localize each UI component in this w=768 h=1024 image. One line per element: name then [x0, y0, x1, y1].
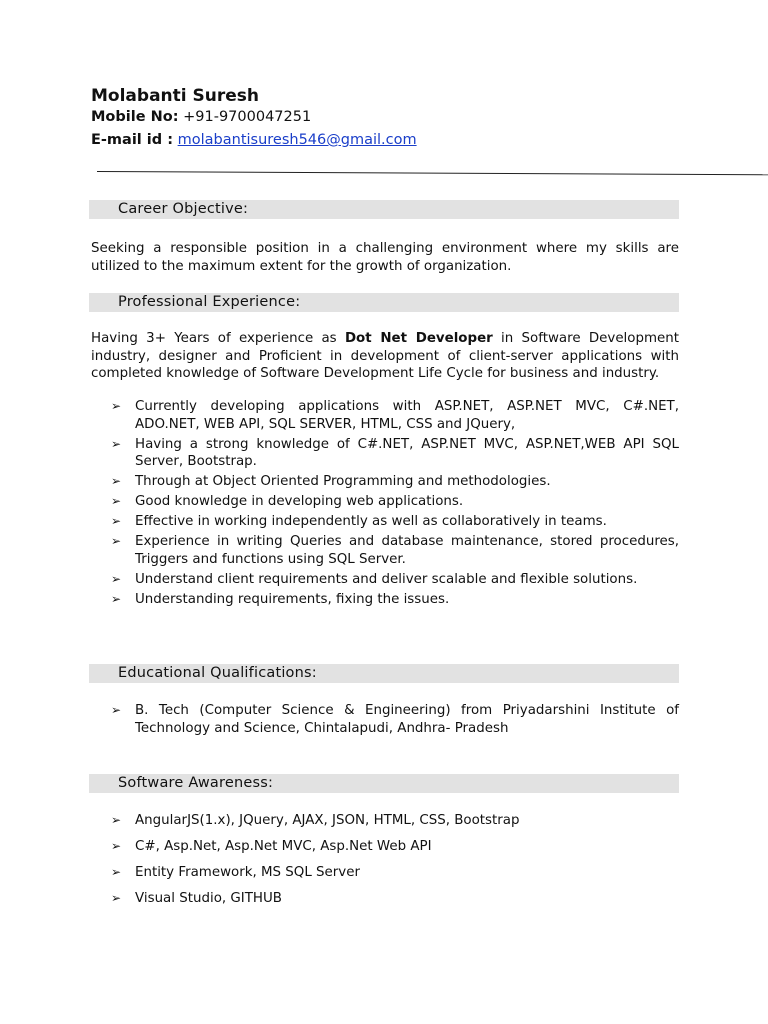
arrow-bullet-icon: ➢ [111, 514, 122, 529]
list-item-text: Good knowledge in developing web applications. [135, 494, 464, 510]
list-item [111, 812, 679, 838]
mobile-value: +91-9700047251 [183, 109, 312, 125]
list-item-text: Having a strong knowledge of C#.NET, ASP.NET MVC, ASP.NET,WEB API SQL Server, Bootstrap. [135, 436, 679, 470]
professional-experience-title: Professional Experience: [118, 294, 301, 310]
list-item [111, 702, 679, 737]
arrowhead-bullet-icon: ➢ [111, 813, 122, 827]
list-item-text: Effective in working independently as well as collaboratively in teams. [135, 514, 607, 530]
list-item-text: AngularJS(1.x), JQuery, AJAX, JSON, HTML, CSS, Bootstrap [135, 813, 520, 828]
arrow-bullet-icon: ➢ [111, 494, 122, 509]
experience-intro-role: Dot Net Developer [344, 331, 493, 346]
experience-intro [91, 330, 679, 383]
career-objective-text: Seeking a responsible position in a challenging environment where my skills are utilized to the maximum extent for the growth of organization. [91, 241, 679, 274]
mobile-label: Mobile No: [91, 109, 179, 125]
list-item-text: Entity Framework, MS SQL Server [135, 865, 360, 880]
professional-experience-heading [89, 293, 679, 312]
arrow-bullet-icon: ➢ [111, 474, 122, 489]
email-link[interactable]: molabantisuresh546@gmail.com [177, 132, 417, 148]
arrow-bullet-icon: ➢ [111, 572, 122, 587]
list-item [111, 890, 679, 916]
candidate-name: Molabanti Suresh [91, 86, 259, 106]
list-item-text: Currently developing applications with ASP.NET, ASP.NET MVC, C#.NET, ADO.NET, WEB API, SQL SERVER, HTML, CSS and JQuery, [135, 399, 679, 432]
list-item [111, 493, 679, 511]
list-item-text: Understanding requirements, fixing the issues. [135, 592, 450, 608]
education-list [111, 702, 679, 740]
list-item [111, 571, 679, 589]
list-item [111, 838, 679, 864]
arrow-bullet-icon: ➢ [111, 436, 122, 451]
experience-list [111, 398, 679, 611]
list-item [111, 864, 679, 890]
arrowhead-bullet-icon: ➢ [111, 891, 122, 905]
list-item [111, 591, 679, 609]
email-line [91, 132, 417, 148]
list-item-text: C#, Asp.Net, Asp.Net MVC, Asp.Net Web API [135, 839, 432, 854]
list-item [111, 533, 679, 568]
header-divider [97, 171, 768, 175]
list-item-text: Visual Studio, GITHUB [135, 891, 282, 906]
list-item-text: Understand client requirements and deliver scalable and flexible solutions. [135, 572, 638, 588]
email-label: E-mail id : [91, 132, 174, 148]
experience-intro-end: in Software Development industry, designer and Proficient in development of client-server applications with completed knowledge of Software Development Life Cycle for business and industry. [91, 331, 679, 381]
arrow-bullet-icon: ➢ [111, 399, 122, 413]
list-item-text: Through at Object Oriented Programming and methodologies. [135, 474, 551, 490]
software-title: Software Awareness: [118, 775, 274, 791]
software-heading [89, 774, 679, 793]
arrowhead-bullet-icon: ➢ [111, 865, 122, 879]
education-title: Educational Qualifications: [118, 665, 317, 681]
career-objective-heading [89, 200, 679, 219]
arrow-bullet-icon: ➢ [111, 592, 122, 607]
software-list [111, 812, 679, 916]
education-heading [89, 664, 679, 683]
arrow-bullet-icon: ➢ [111, 534, 122, 549]
list-item [111, 398, 679, 433]
experience-intro-start: Having 3+ Years of experience as [91, 331, 345, 346]
arrow-bullet-icon: ➢ [111, 703, 122, 717]
career-objective-title: Career Objective: [118, 201, 249, 217]
arrowhead-bullet-icon: ➢ [111, 839, 122, 853]
list-item-text: B. Tech (Computer Science & Engineering) from Priyadarshini Institute of Technology and Science, Chintalapudi, Andhra- Pradesh [135, 703, 679, 736]
list-item [111, 513, 679, 531]
list-item [111, 473, 679, 491]
list-item [111, 436, 679, 471]
mobile-line [91, 109, 311, 125]
list-item-text: Experience in writing Queries and database maintenance, stored procedures, Triggers and functions using SQL Server. [135, 534, 679, 567]
